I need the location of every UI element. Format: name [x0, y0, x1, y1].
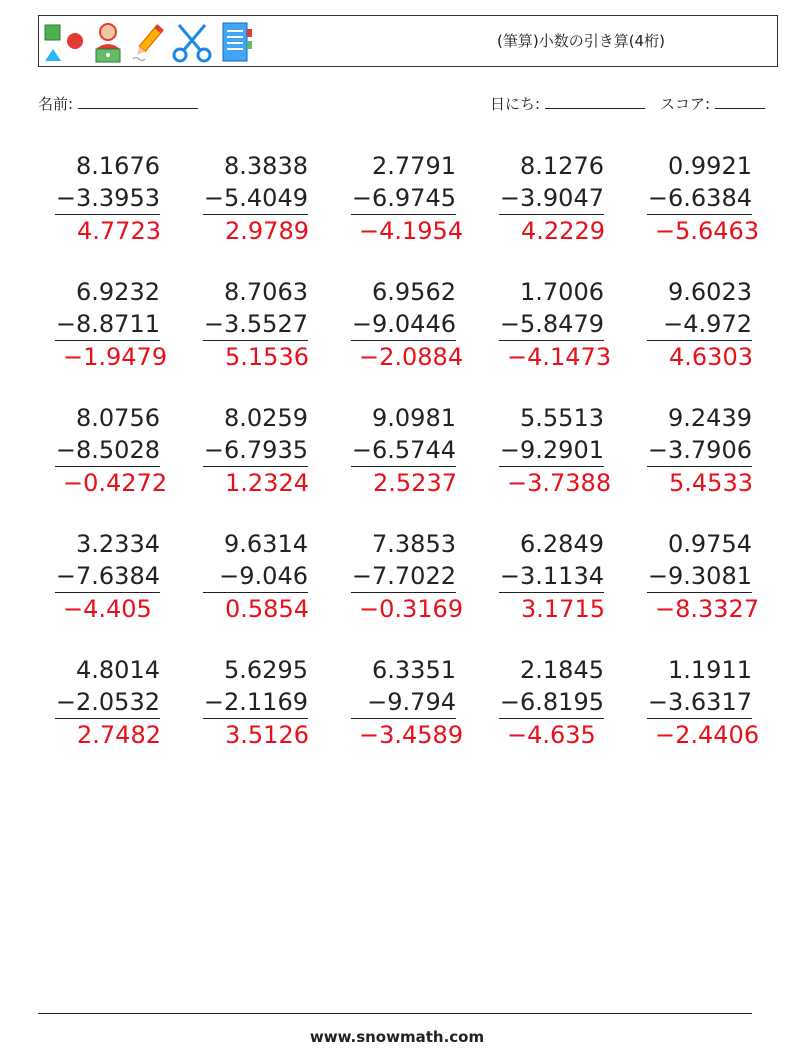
answer	[647, 593, 760, 625]
minuend: 8.3838	[224, 152, 308, 180]
minuend: 7.3853	[372, 530, 456, 558]
subtraction-problem	[499, 150, 604, 247]
minuend: 6.9562	[372, 278, 456, 306]
subtraction-problem	[351, 402, 456, 499]
subtraction-problem	[647, 654, 760, 751]
subtraction-problem	[203, 276, 308, 373]
subtraction-problem	[55, 654, 160, 751]
answer-value: −4.1473	[507, 343, 612, 371]
answer-value: 2.7482	[77, 721, 161, 749]
subtraction-problem	[499, 528, 604, 625]
subtraction-problem	[55, 276, 168, 373]
answer	[203, 341, 308, 373]
answer	[203, 719, 308, 751]
answer	[499, 467, 612, 499]
answer	[499, 593, 604, 625]
answer	[203, 467, 308, 499]
subtrahend: −8.5028	[55, 434, 160, 467]
answer-value: 4.7723	[77, 217, 161, 245]
subtrahend: −8.8711	[55, 308, 160, 341]
subtraction-problem	[55, 528, 160, 625]
subtrahend: −5.8479	[499, 308, 604, 341]
subtrahend: −3.9047	[499, 182, 604, 215]
subtrahend: −6.5744	[351, 434, 456, 467]
answer-value: −1.9479	[63, 343, 168, 371]
answer	[499, 719, 604, 751]
subtrahend: −3.1134	[499, 560, 604, 593]
subtraction-problem	[647, 150, 760, 247]
answer	[351, 341, 464, 373]
answer	[55, 215, 160, 247]
subtraction-problem	[203, 402, 308, 499]
subtrahend: −6.8195	[499, 686, 604, 719]
answer	[55, 593, 160, 625]
subtrahend: −2.0532	[55, 686, 160, 719]
answer-value: −2.4406	[655, 721, 760, 749]
date-label: 日にち:	[490, 95, 541, 113]
answer	[647, 719, 760, 751]
subtraction-problem	[55, 150, 160, 247]
subtraction-problem	[55, 402, 168, 499]
subtrahend: −2.1169	[203, 686, 308, 719]
answer	[203, 215, 308, 247]
subtraction-problem	[203, 654, 308, 751]
subtrahend: −9.0446	[351, 308, 456, 341]
answer-value: 3.5126	[225, 721, 309, 749]
answer	[203, 593, 308, 625]
answer-value: −4.405	[63, 595, 152, 623]
minuend: 1.7006	[520, 278, 604, 306]
answer-value: −0.4272	[63, 469, 168, 497]
answer-value: −8.3327	[655, 595, 760, 623]
subtrahend: −6.6384	[647, 182, 752, 215]
answer-value: −4.635	[507, 721, 596, 749]
subtrahend: −9.3081	[647, 560, 752, 593]
minuend: 8.1676	[76, 152, 160, 180]
answer-value: 4.6303	[669, 343, 753, 371]
footer-divider	[38, 1013, 752, 1014]
subtrahend: −9.2901	[499, 434, 604, 467]
answer	[351, 215, 464, 247]
answer-value: 2.5237	[373, 469, 457, 497]
subtrahend: −3.5527	[203, 308, 308, 341]
answer-value: 3.1715	[521, 595, 605, 623]
answer	[647, 467, 752, 499]
minuend: 2.1845	[520, 656, 604, 684]
minuend: 0.9754	[668, 530, 752, 558]
minuend: 8.0756	[76, 404, 160, 432]
answer	[647, 215, 760, 247]
minuend: 4.8014	[76, 656, 160, 684]
subtraction-problem	[351, 654, 464, 751]
answer	[55, 341, 168, 373]
answer-value: 2.9789	[225, 217, 309, 245]
minuend: 9.2439	[668, 404, 752, 432]
answer	[351, 593, 464, 625]
subtrahend: −5.4049	[203, 182, 308, 215]
subtraction-problem	[351, 528, 464, 625]
answer-value: 0.5854	[225, 595, 309, 623]
answer-value: 5.4533	[669, 469, 753, 497]
subtraction-problem	[351, 150, 464, 247]
subtrahend: −3.3953	[55, 182, 160, 215]
minuend: 8.0259	[224, 404, 308, 432]
subtrahend: −3.6317	[647, 686, 752, 719]
subtrahend: −7.7022	[351, 560, 456, 593]
minuend: 6.9232	[76, 278, 160, 306]
answer-value: −3.4589	[359, 721, 464, 749]
subtrahend: −9.046	[203, 560, 308, 593]
minuend: 9.6023	[668, 278, 752, 306]
score-label: スコア:	[660, 95, 711, 113]
minuend: 5.6295	[224, 656, 308, 684]
answer	[351, 467, 456, 499]
answer-value: 1.2324	[225, 469, 309, 497]
subtraction-problem	[203, 150, 308, 247]
answer-value: −0.3169	[359, 595, 464, 623]
subtrahend: −4.972	[647, 308, 752, 341]
minuend: 6.3351	[372, 656, 456, 684]
name-label: 名前:	[38, 95, 74, 113]
answer-value: 5.1536	[225, 343, 309, 371]
answer-value: −4.1954	[359, 217, 464, 245]
subtrahend: −6.9745	[351, 182, 456, 215]
subtraction-problem	[499, 276, 612, 373]
minuend: 0.9921	[668, 152, 752, 180]
subtraction-problem	[499, 402, 612, 499]
subtrahend: −7.6384	[55, 560, 160, 593]
minuend: 8.7063	[224, 278, 308, 306]
answer-value: −3.7388	[507, 469, 612, 497]
minuend: 2.7791	[372, 152, 456, 180]
answer-value: −5.6463	[655, 217, 760, 245]
subtraction-problem	[351, 276, 464, 373]
footer-site: www.snowmath.com	[309, 1028, 485, 1046]
answer-value: 4.2229	[521, 217, 605, 245]
worksheet-title: (筆算)小数の引き算(4桁)	[497, 32, 665, 50]
answer-value: −2.0884	[359, 343, 464, 371]
minuend: 1.1911	[668, 656, 752, 684]
subtrahend: −3.7906	[647, 434, 752, 467]
minuend: 8.1276	[520, 152, 604, 180]
minuend: 5.5513	[520, 404, 604, 432]
answer	[55, 467, 168, 499]
minuend: 3.2334	[76, 530, 160, 558]
answer	[351, 719, 464, 751]
subtraction-problem	[203, 528, 308, 625]
subtraction-problem	[647, 402, 752, 499]
subtraction-problem	[499, 654, 604, 751]
answer	[647, 341, 752, 373]
subtrahend: −9.794	[351, 686, 456, 719]
minuend: 6.2849	[520, 530, 604, 558]
answer	[499, 215, 604, 247]
answer	[499, 341, 612, 373]
minuend: 9.0981	[372, 404, 456, 432]
subtraction-problem	[647, 276, 752, 373]
subtrahend: −6.7935	[203, 434, 308, 467]
subtraction-problem	[647, 528, 760, 625]
answer	[55, 719, 160, 751]
minuend: 9.6314	[224, 530, 308, 558]
